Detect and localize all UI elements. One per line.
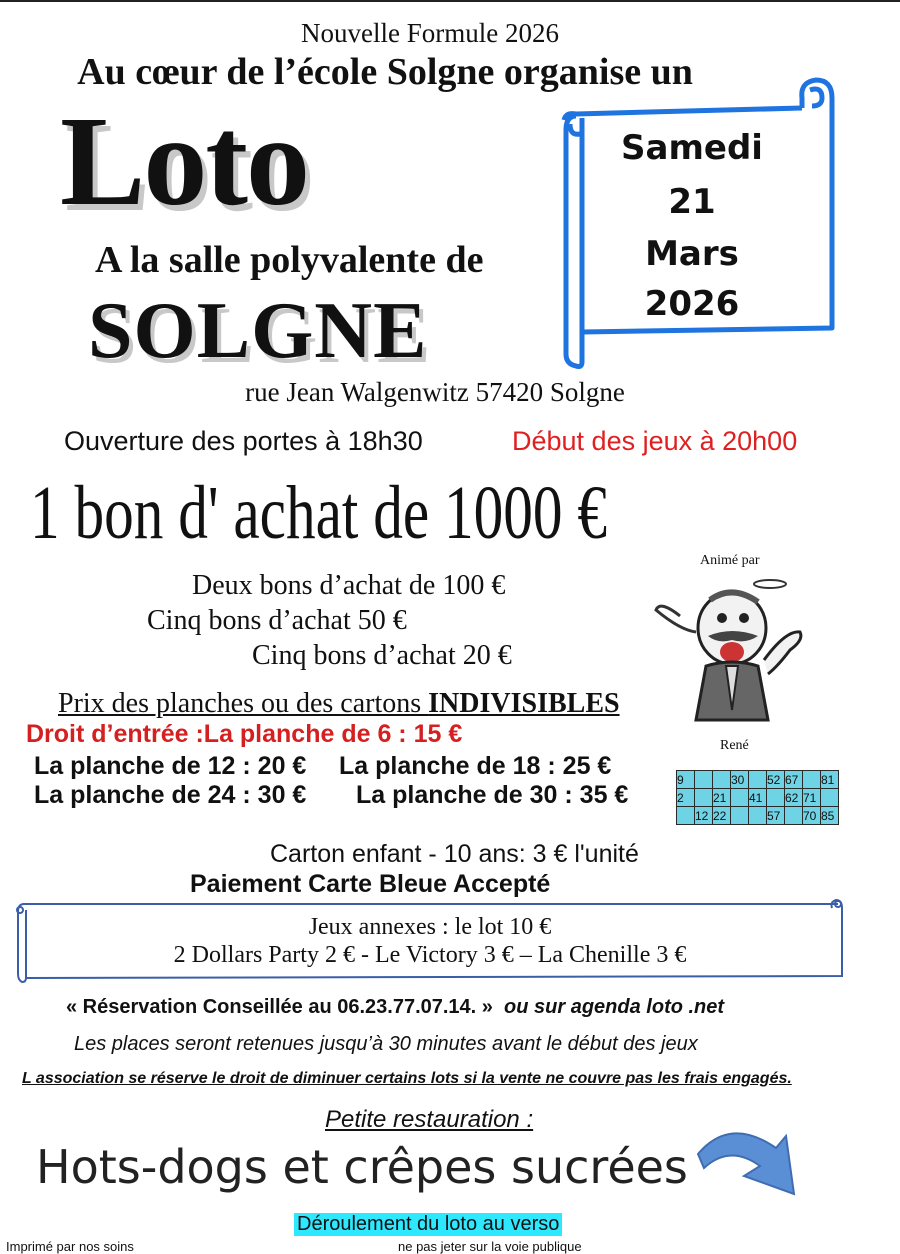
start-time: Début des jeux à 20h00 [512, 426, 798, 456]
reservation-alt: ou sur agenda loto .net [504, 996, 725, 1018]
date-scroll [540, 72, 840, 372]
bingo-cell [767, 789, 785, 807]
bingo-cell [785, 807, 803, 825]
town-name: SOLGNE [88, 287, 428, 375]
venue-prefix: A la salle polyvalente de [95, 239, 484, 281]
litter-note: ne pas jeter sur la voie publique [398, 1239, 582, 1254]
bingo-cell: 2 [677, 789, 695, 807]
verso-note: Déroulement du loto au verso [294, 1213, 562, 1236]
food-items: Hots-dogs et crêpes sucrées [36, 1140, 688, 1194]
host-name: René [720, 738, 749, 753]
date-weekday: Samedi [621, 128, 763, 168]
prices-title-prefix: Prix des planches ou des cartons [58, 688, 429, 719]
subtitle: Nouvelle Formule 2026 [301, 18, 559, 48]
bingo-cell [731, 789, 749, 807]
bingo-row [677, 771, 839, 789]
annex-line: 2 Dollars Party 2 € - Le Victory 3 € – La Chenille 3 € [173, 942, 687, 968]
plank-price: La planche de 18 : 25 € [339, 752, 612, 780]
entry-price: Droit d’entrée :La planche de 6 : 15 € [26, 720, 463, 748]
date-month: Mars [645, 234, 739, 274]
bingo-cell [749, 771, 767, 789]
top-border [0, 0, 900, 2]
disclaimer: L association se réserve le droit de diminuer certains lots si la vente ne couvre pas les frais engagés. [22, 1070, 792, 1087]
bingo-cell: 67 [785, 771, 803, 789]
bingo-card [676, 770, 839, 825]
bingo-cell [677, 807, 695, 825]
curved-arrow-icon [690, 1114, 810, 1206]
prize-line: Cinq bons d’achat 50 € [147, 605, 407, 636]
reservation [66, 996, 724, 1019]
bingo-cell: 62 [785, 789, 803, 807]
event-title: Loto [60, 90, 308, 232]
payment-info: Paiement Carte Bleue Accepté [190, 870, 551, 898]
bingo-cell [713, 771, 731, 789]
bingo-row [677, 789, 839, 807]
date-day: 21 [668, 182, 716, 222]
bingo-cell: 30 [731, 771, 749, 789]
bingo-cell: 9 [677, 771, 695, 789]
food-title: Petite restauration : [325, 1106, 534, 1133]
printed-note: Imprimé par nos soins [6, 1239, 134, 1254]
bingo-cell: 85 [821, 807, 839, 825]
reservation-phone: « Réservation Conseillée au 06.23.77.07.14. » [66, 996, 493, 1018]
bingo-cell [803, 771, 821, 789]
child-card-price: Carton enfant - 10 ans: 3 € l'unité [270, 840, 639, 868]
bingo-cell: 22 [713, 807, 731, 825]
bingo-cell: 21 [713, 789, 731, 807]
organiser-line: Au cœur de l’école Solgne organise un [77, 51, 693, 93]
date-year: 2026 [644, 284, 740, 324]
main-prize: 1 bon d' achat de 1000 € [30, 471, 608, 555]
address: rue Jean Walgenwitz 57420 Solgne [245, 377, 625, 407]
bingo-cell [731, 807, 749, 825]
bingo-cell [821, 789, 839, 807]
plank-price: La planche de 12 : 20 € [34, 752, 307, 780]
host-caricature-image [650, 570, 810, 730]
bingo-row [677, 807, 839, 825]
reservation-hold: Les places seront retenues jusqu’à 30 minutes avant le début des jeux [74, 1033, 698, 1055]
doors-time: Ouverture des portes à 18h30 [64, 426, 423, 456]
prize-line: Cinq bons d’achat 20 € [252, 640, 512, 671]
bingo-cell: 81 [821, 771, 839, 789]
bingo-cell [749, 807, 767, 825]
bingo-cell: 71 [803, 789, 821, 807]
bingo-cell [695, 789, 713, 807]
bingo-cell: 41 [749, 789, 767, 807]
bingo-cell: 52 [767, 771, 785, 789]
annex-scroll [14, 898, 850, 984]
prize-line: Deux bons d’achat de 100 € [192, 570, 506, 601]
bingo-cell [695, 771, 713, 789]
plank-price: La planche de 24 : 30 € [34, 781, 307, 809]
bingo-cell: 70 [803, 807, 821, 825]
host-label: Animé par [700, 553, 760, 568]
prices-title [58, 688, 620, 720]
bingo-cell: 12 [695, 807, 713, 825]
annex-line: Jeux annexes : le lot 10 € [308, 914, 552, 940]
prices-title-emphasis: INDIVISIBLES [428, 688, 620, 719]
plank-price: La planche de 30 : 35 € [356, 781, 629, 809]
bingo-cell: 57 [767, 807, 785, 825]
